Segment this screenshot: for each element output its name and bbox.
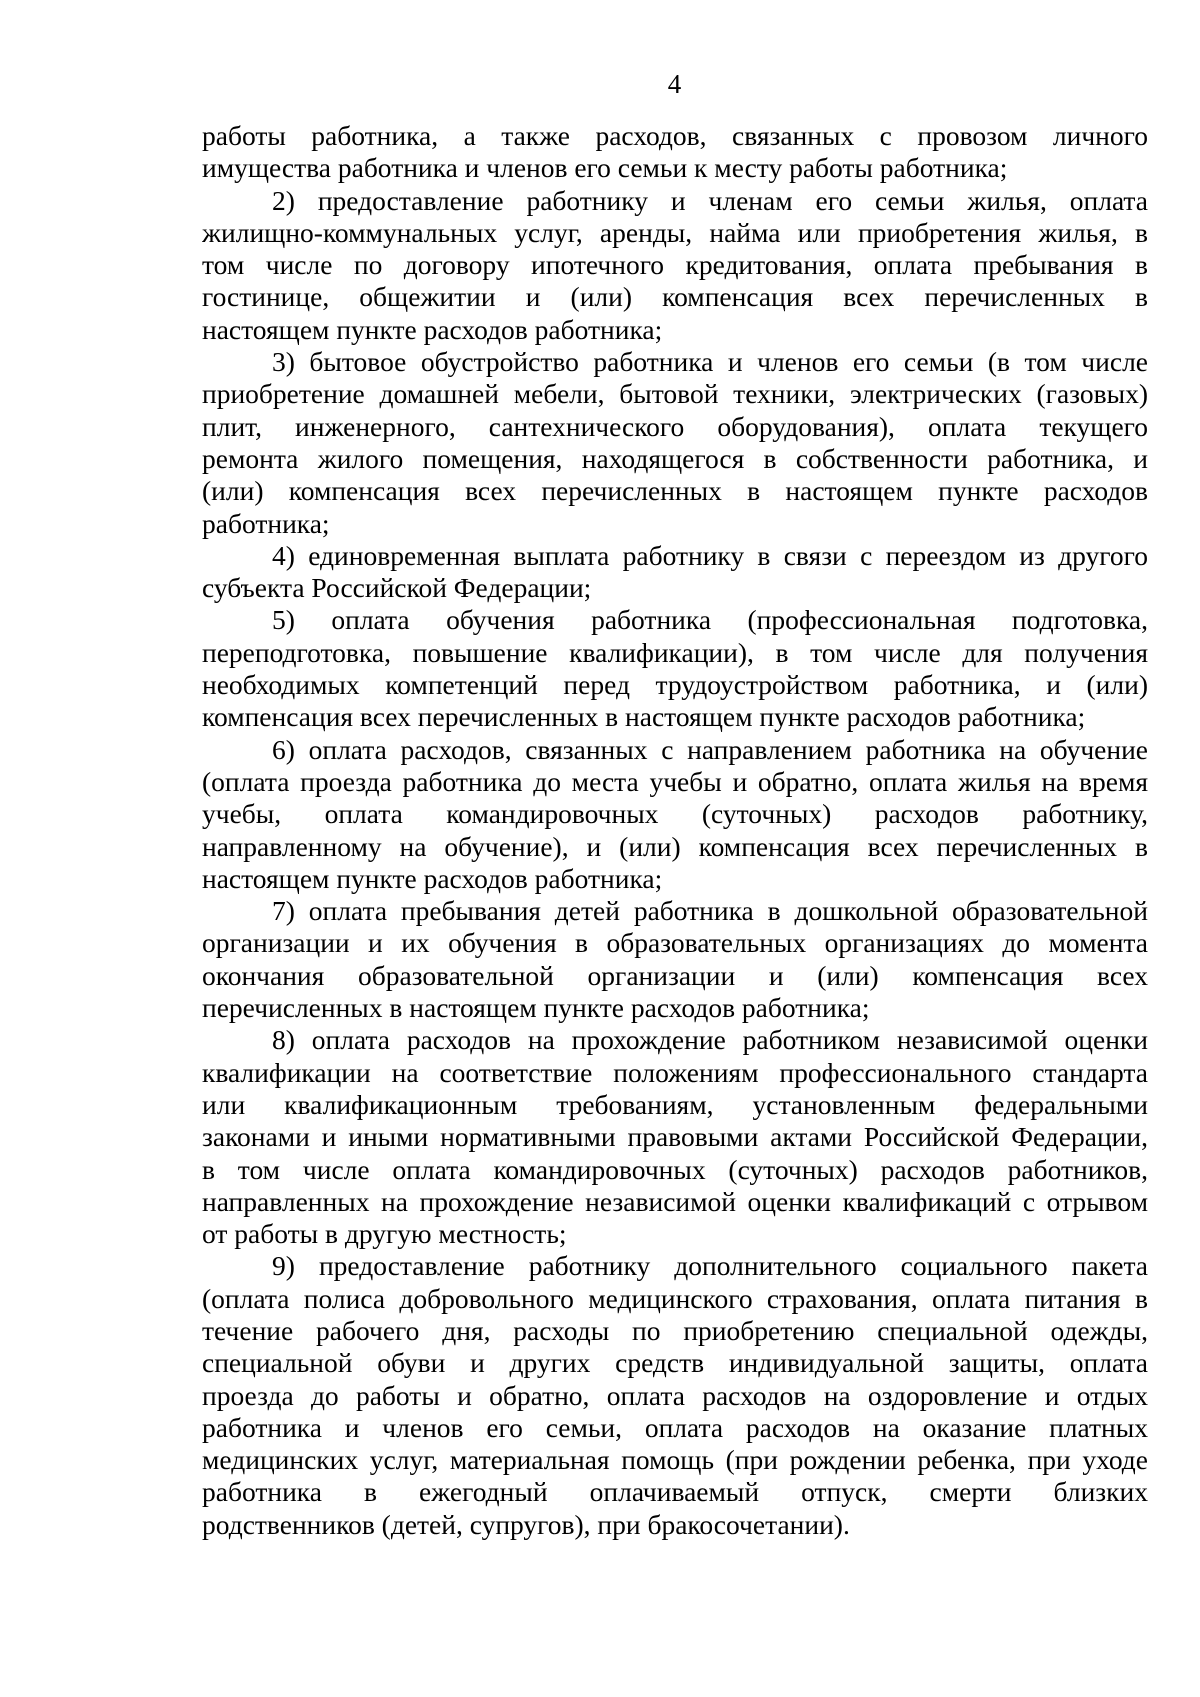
text-line: 7) оплата пребывания детей работника в дошкольной образовательной	[272, 895, 1148, 927]
text-line: окончания образовательной организации и (или) компенсация всех	[202, 959, 1148, 991]
text-line: 2) предоставление работнику и членам его семьи жилья, оплата	[272, 184, 1148, 216]
text-line: 3) бытовое обустройство работника и членов его семьи (в том числе	[272, 346, 1148, 378]
text-line: компенсация всех перечисленных в настоящем пункте расходов работника;	[202, 701, 1086, 733]
text-line: (или) компенсация всех перечисленных в настоящем пункте расходов	[202, 475, 1148, 507]
text-line: направленному на обучение), и (или) компенсация всех перечисленных в	[202, 830, 1148, 862]
text-line: необходимых компетенций перед трудоустройством работника, и (или)	[202, 669, 1148, 701]
text-line: имущества работника и членов его семьи к месту работы работника;	[202, 152, 1008, 184]
text-line: работника в ежегодный оплачиваемый отпуск, смерти близких	[202, 1476, 1148, 1508]
text-line: работника;	[202, 507, 330, 539]
text-line: 8) оплата расходов на прохождение работником независимой оценки	[272, 1024, 1148, 1056]
text-line: или квалификационным требованиям, установленным федеральными	[202, 1088, 1148, 1120]
text-line: специальной обуви и других средств индивидуальной защиты, оплата	[202, 1347, 1148, 1379]
text-line: приобретение домашней мебели, бытовой техники, электрических (газовых)	[202, 378, 1148, 410]
text-line: квалификации на соответствие положениям профессионального стандарта	[202, 1056, 1148, 1088]
text-line: медицинских услуг, материальная помощь (при рождении ребенка, при уходе	[202, 1444, 1148, 1476]
text-line: настоящем пункте расходов работника;	[202, 862, 663, 894]
page-number: 4	[667, 69, 682, 99]
text-line: гостинице, общежитии и (или) компенсация всех перечисленных в	[202, 281, 1148, 313]
text-line: от работы в другую местность;	[202, 1218, 567, 1250]
text-line: 6) оплата расходов, связанных с направлением работника на обучение	[272, 733, 1148, 765]
text-line: проезда до работы и обратно, оплата расходов на оздоровление и отдых	[202, 1379, 1148, 1411]
text-line: направленных на прохождение независимой оценки квалификаций с отрывом	[202, 1185, 1148, 1217]
text-line: в том числе оплата командировочных (суточных) расходов работников,	[202, 1153, 1148, 1185]
text-line: субъекта Российской Федерации;	[202, 572, 592, 604]
document-body	[202, 120, 1148, 1541]
text-line: (оплата проезда работника до места учебы и обратно, оплата жилья на время	[202, 765, 1148, 797]
text-line: 5) оплата обучения работника (профессиональная подготовка,	[272, 604, 1148, 636]
text-line: том числе по договору ипотечного кредитования, оплата пребывания в	[202, 249, 1148, 281]
text-line: (оплата полиса добровольного медицинского страхования, оплата питания в	[202, 1282, 1148, 1314]
text-line: 4) единовременная выплата работнику в связи с переездом из другого	[272, 539, 1148, 571]
text-line: ремонта жилого помещения, находящегося в собственности работника, и	[202, 442, 1148, 474]
text-line: течение рабочего дня, расходы по приобретению специальной одежды,	[202, 1314, 1148, 1346]
text-line: работы работника, а также расходов, связанных с провозом личного	[202, 120, 1148, 151]
text-line: учебы, оплата командировочных (суточных) расходов работнику,	[202, 798, 1148, 830]
text-line: переподготовка, повышение квалификации), в том числе для получения	[202, 636, 1148, 668]
text-line: перечисленных в настоящем пункте расходов работника;	[202, 992, 870, 1024]
text-line: законами и иными нормативными правовыми актами Российской Федерации,	[202, 1121, 1148, 1153]
text-line: родственников (детей, супругов), при бракосочетании).	[202, 1508, 850, 1540]
text-line: организации и их обучения в образовательных организациях до момента	[202, 927, 1148, 959]
text-line: плит, инженерного, сантехнического оборудования), оплата текущего	[202, 410, 1148, 442]
text-line: работника и членов его семьи, оплата расходов на оказание платных	[202, 1411, 1148, 1443]
text-line: настоящем пункте расходов работника;	[202, 313, 663, 345]
text-line: жилищно-коммунальных услуг, аренды, найма или приобретения жилья, в	[202, 216, 1148, 248]
text-line: 9) предоставление работнику дополнительного социального пакета	[272, 1250, 1148, 1282]
